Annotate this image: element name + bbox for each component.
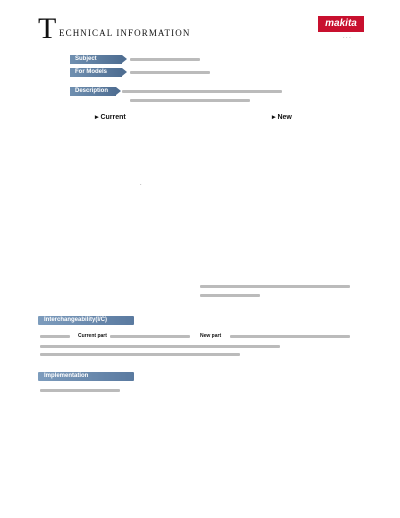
subject-text — [130, 58, 200, 61]
pointer-icon: ▸ — [272, 114, 278, 121]
new-label: New — [277, 114, 292, 121]
new-label-wrap — [272, 113, 292, 121]
new-part-label: New part — [200, 333, 222, 339]
description-tag: Description — [70, 87, 116, 96]
fig-caption-1: · — [140, 182, 142, 188]
document-title: ECHNICAL INFORMATION — [59, 28, 191, 38]
ic-text-line-3 — [40, 353, 240, 356]
models-tag: For Models — [70, 68, 122, 77]
ic-text-a — [40, 335, 70, 338]
figure-note-line-1 — [200, 285, 350, 288]
description-line-2 — [130, 99, 250, 102]
makita-logo: makita — [318, 16, 364, 32]
page-number: · · · — [343, 35, 351, 41]
current-label-wrap — [95, 113, 126, 121]
description-line-1 — [122, 90, 282, 93]
ic-text-line-2 — [40, 345, 280, 348]
implementation-section: Implementation — [38, 372, 134, 381]
current-label: Current — [100, 114, 126, 121]
ic-text-b — [110, 335, 190, 338]
models-text — [130, 71, 210, 74]
current-part-label: Current part — [78, 333, 107, 339]
interchangeability-section: Interchangeability(I/C) — [38, 316, 134, 325]
subject-tag: Subject — [70, 55, 122, 64]
figure-note-line-2 — [200, 294, 260, 297]
implementation-text — [40, 389, 120, 392]
pointer-icon: ▸ — [95, 114, 101, 121]
title-initial: T — [38, 12, 57, 45]
ic-text-c — [230, 335, 350, 338]
